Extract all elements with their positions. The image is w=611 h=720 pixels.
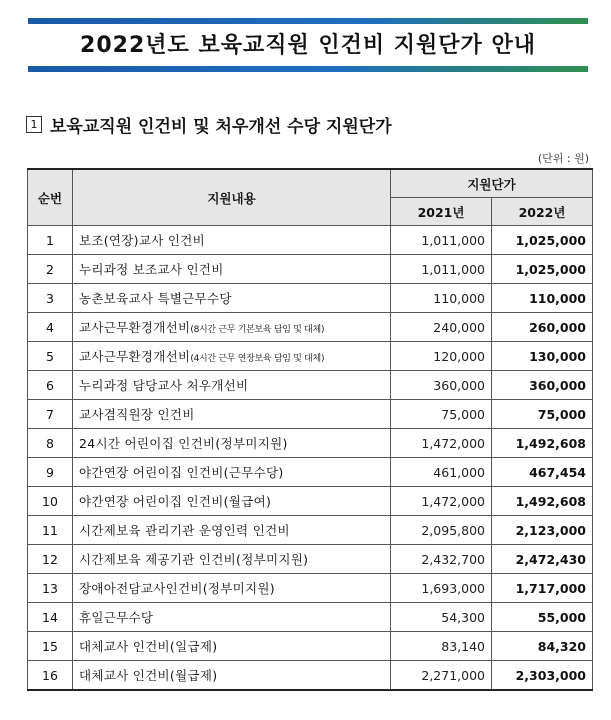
- row-number: 10: [28, 487, 73, 516]
- table-row: [28, 226, 593, 255]
- table-row: [28, 255, 593, 284]
- row-content: 누리과정 보조교사 인건비: [79, 262, 224, 277]
- row-content: 교사근무환경개선비: [79, 349, 191, 364]
- table-row: [28, 574, 593, 603]
- row-number: 2: [28, 255, 73, 284]
- row-content-note: (8시간 근무 기본보육 담임 및 대체): [190, 325, 325, 335]
- rate-2022: 2,472,430: [492, 545, 593, 574]
- row-number: 13: [28, 574, 73, 603]
- row-content-cell: [73, 313, 391, 342]
- row-content-cell: [73, 516, 391, 545]
- banner-top-bar: [28, 18, 588, 24]
- row-content-cell: [73, 255, 391, 284]
- header-price: 지원단가: [391, 169, 593, 198]
- rate-2022: 360,000: [492, 371, 593, 400]
- row-content-cell: [73, 632, 391, 661]
- row-content: 야간연장 어린이집 인건비(월급여): [79, 494, 272, 509]
- rate-2021: 110,000: [391, 284, 492, 313]
- rate-2021: 83,140: [391, 632, 492, 661]
- row-number: 4: [28, 313, 73, 342]
- row-content: 장애아전담교사인건비(정부미지원): [79, 581, 275, 596]
- rate-2022: 2,303,000: [492, 661, 593, 691]
- row-content-cell: [73, 487, 391, 516]
- row-number: 9: [28, 458, 73, 487]
- row-content: 누리과정 담당교사 처우개선비: [79, 378, 249, 393]
- table-row: [28, 487, 593, 516]
- row-content: 시간제보육 제공기관 인건비(정부미지원): [79, 552, 309, 567]
- row-content-cell: [73, 661, 391, 691]
- rate-2021: 2,095,800: [391, 516, 492, 545]
- title-banner: [28, 18, 588, 72]
- rate-2022: 260,000: [492, 313, 593, 342]
- row-content-cell: [73, 400, 391, 429]
- rate-2022: 2,123,000: [492, 516, 593, 545]
- rate-2021: 1,693,000: [391, 574, 492, 603]
- table-row: [28, 429, 593, 458]
- rate-2021: 75,000: [391, 400, 492, 429]
- row-content-cell: [73, 545, 391, 574]
- row-content: 보조(연장)교사 인건비: [79, 233, 206, 248]
- row-content: 농촌보육교사 특별근무수당: [79, 291, 232, 306]
- rate-2021: 54,300: [391, 603, 492, 632]
- rate-2021: 1,011,000: [391, 226, 492, 255]
- rate-2021: 1,472,000: [391, 487, 492, 516]
- table-row: [28, 545, 593, 574]
- table-row: [28, 516, 593, 545]
- row-content-cell: [73, 226, 391, 255]
- row-number: 14: [28, 603, 73, 632]
- row-content: 야간연장 어린이집 인건비(근무수당): [79, 465, 284, 480]
- table-row: [28, 632, 593, 661]
- row-content: 교사근무환경개선비: [79, 320, 191, 335]
- rate-2021: 2,432,700: [391, 545, 492, 574]
- row-content: 교사겸직원장 인건비: [79, 407, 195, 422]
- row-content-cell: [73, 284, 391, 313]
- rate-2021: 240,000: [391, 313, 492, 342]
- table-row: [28, 458, 593, 487]
- page-title: 2022년도 보육교직원 인건비 지원단가 안내: [80, 33, 536, 58]
- banner-bottom-bar: [28, 66, 588, 72]
- row-content: 24시간 어린이집 인건비(정부미지원): [79, 436, 288, 451]
- table-row: [28, 342, 593, 371]
- rate-2021: 120,000: [391, 342, 492, 371]
- row-number: 11: [28, 516, 73, 545]
- rate-2022: 130,000: [492, 342, 593, 371]
- row-content: 시간제보육 관리기관 운영인력 인건비: [79, 523, 290, 538]
- row-number: 12: [28, 545, 73, 574]
- rate-2022: 1,025,000: [492, 255, 593, 284]
- header-2022: 2022년: [492, 198, 593, 226]
- rate-2022: 467,454: [492, 458, 593, 487]
- rate-2022: 1,492,608: [492, 487, 593, 516]
- rate-2021: 1,472,000: [391, 429, 492, 458]
- row-content-cell: [73, 371, 391, 400]
- row-content-cell: [73, 574, 391, 603]
- row-number: 3: [28, 284, 73, 313]
- table-row: [28, 371, 593, 400]
- support-rate-table: [27, 168, 593, 691]
- row-number: 7: [28, 400, 73, 429]
- rate-2021: 1,011,000: [391, 255, 492, 284]
- row-content-cell: [73, 342, 391, 371]
- row-number: 16: [28, 661, 73, 691]
- header-2021: 2021년: [391, 198, 492, 226]
- row-content-cell: [73, 603, 391, 632]
- rate-2021: 461,000: [391, 458, 492, 487]
- row-number: 1: [28, 226, 73, 255]
- rate-2021: 2,271,000: [391, 661, 492, 691]
- rate-2022: 1,717,000: [492, 574, 593, 603]
- row-number: 15: [28, 632, 73, 661]
- row-content: 대체교사 인건비(월급제): [79, 668, 218, 683]
- table-row: [28, 284, 593, 313]
- rate-2022: 1,492,608: [492, 429, 593, 458]
- row-content: 대체교사 인건비(일급제): [79, 639, 218, 654]
- rate-2022: 110,000: [492, 284, 593, 313]
- rate-2022: 75,000: [492, 400, 593, 429]
- rate-2022: 84,320: [492, 632, 593, 661]
- section-title-text: 보육교직원 인건비 및 처우개선 수당 지원단가: [50, 117, 392, 137]
- rate-2022: 1,025,000: [492, 226, 593, 255]
- row-content-note: (4시간 근무 연장보육 담임 및 대체): [190, 354, 325, 364]
- rate-2022: 55,000: [492, 603, 593, 632]
- row-number: 5: [28, 342, 73, 371]
- section-heading: [26, 112, 392, 137]
- table-row: [28, 603, 593, 632]
- header-no: 순번: [28, 169, 73, 226]
- row-content: 휴일근무수당: [79, 610, 154, 625]
- table-row: [28, 400, 593, 429]
- row-number: 6: [28, 371, 73, 400]
- row-content-cell: [73, 429, 391, 458]
- rate-2021: 360,000: [391, 371, 492, 400]
- table-row: [28, 313, 593, 342]
- header-content: 지원내용: [73, 169, 391, 226]
- unit-label: (단위 : 원): [537, 152, 589, 165]
- row-content-cell: [73, 458, 391, 487]
- row-number: 8: [28, 429, 73, 458]
- table-row: [28, 661, 593, 691]
- section-number-box: 1: [26, 116, 42, 133]
